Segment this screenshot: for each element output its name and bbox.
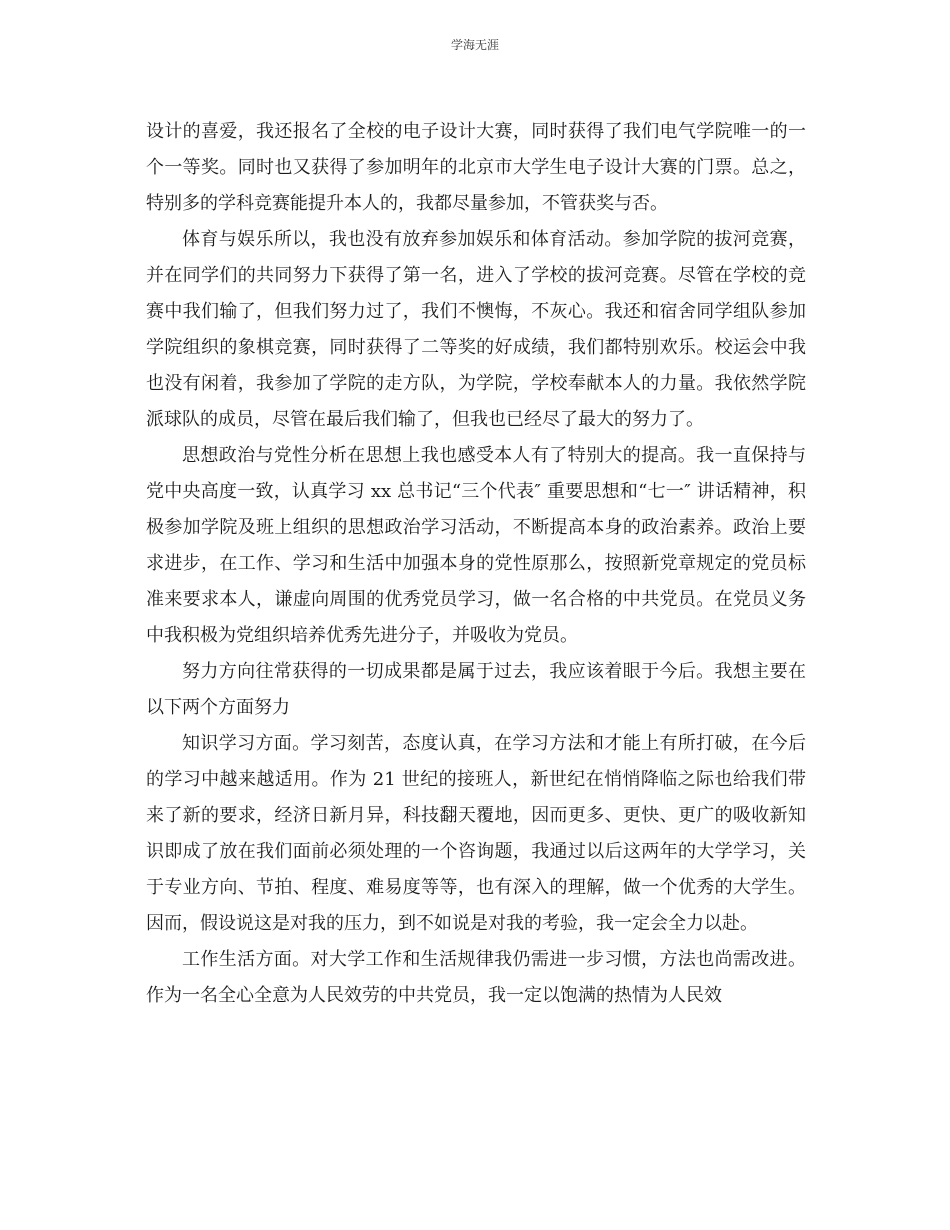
paragraph-sports-entertainment: 体育与娱乐所以，我也没有放弃参加娱乐和体育活动。参加学院的拔河竞赛，并在同学们的共同努力下获得了第一名，进入了学校的拔河竞赛。尽管在学校的竞赛中我们输了，但我们努力过了，我们不懊悔，不灰心。我还和宿舍同学组队参加学院组织的象棋竞赛，同时获得了二等奖的好成绩，我们都特别欢乐。校运会中我也没有闲着，我参加了学院的走方队，为学院，学校奉献本人的力量。我依然学院派球队的成员，尽管在最后我们输了，但我也已经尽了最大的努力了。 (146, 229, 806, 430)
document-body (146, 114, 806, 1014)
page-header: 学海无涯 (450, 38, 499, 52)
paragraph-electronics-contest: 设计的喜爱，我还报名了全校的电子设计大赛，同时获得了我们电气学院唯一的一个一等奖。同时也又获得了参加明年的北京市大学生电子设计大赛的门票。总之，特别多的学科竞赛能提升本人的，我都尽量参加，不管获奖与否。 (146, 121, 806, 214)
paragraph-knowledge-study: 知识学习方面。学习刻苦，态度认真，在学习方法和才能上有所打破，在今后的学习中越来越适用。作为 21 世纪的接班人，新世纪在悄悄降临之际也给我们带来了新的要求，经济日新月异，科技翻天覆地，因而更多、更快、更广的吸收新知识即成了放在我们面前必须处理的一个咨询题，我通过以后这两年的大学学习，关于专业方向、节拍、程度、难易度等等，也有深入的理解，做一个优秀的大学生。因而，假设说这是对我的压力，到不如说是对我的考验，我一定会全力以赴。 (146, 733, 806, 934)
paragraph-work-life: 工作生活方面。对大学工作和生活规律我仍需进一步习惯，方法也尚需改进。作为一名全心全意为人民效劳的中共党员，我一定以饱满的热情为人民效 (146, 949, 806, 1006)
paragraph-political-thought: 思想政治与党性分析在思想上我也感受本人有了特别大的提高。我一直保持与党中央高度一致，认真学习 xx 总书记“三个代表″ 重要思想和“七一″ 讲话精神，积极参加学院及班上组织的思想政治学习活动，不断提高本身的政治素养。政治上要求进步，在工作、学习和生活中加强本身的党性原那么，按照新党章规定的党员标准来要求本人，谦虚向周围的优秀党员学习，做一名合格的中共党员。在党员义务中我积极为党组织培养优秀先进分子，并吸收为党员。 (146, 445, 806, 646)
paragraph-future-direction: 努力方向往常获得的一切成果都是属于过去，我应该着眼于今后。我想主要在以下两个方面努力 (146, 661, 806, 718)
